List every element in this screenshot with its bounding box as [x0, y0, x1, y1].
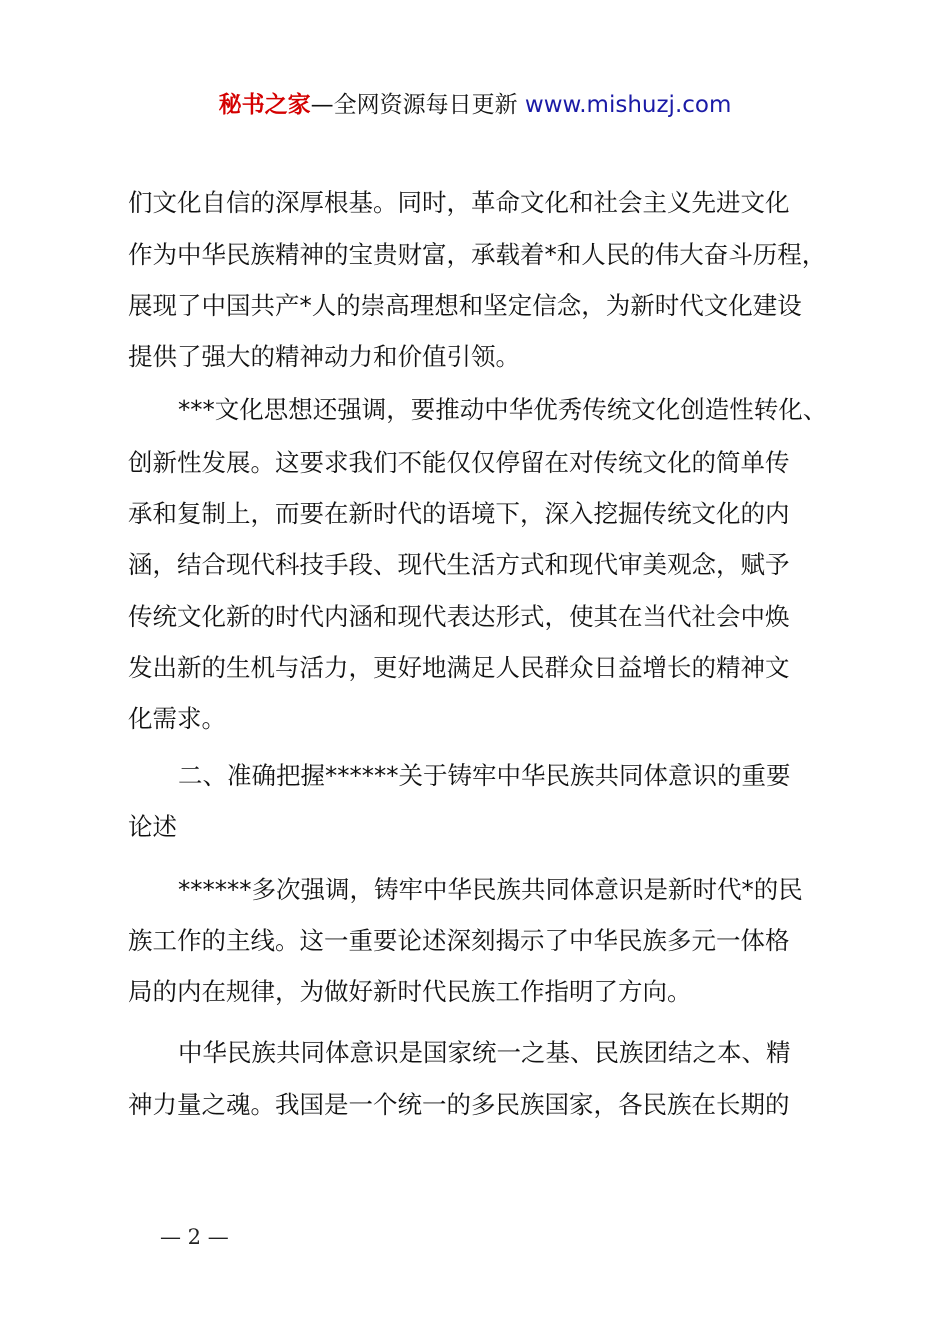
- body-line-1: 们文化自信的深厚根基。同时，革命文化和社会主义先进文化: [128, 188, 790, 217]
- body-line-7: 承和复制上，而要在新时代的语境下，深入挖掘传统文化的内: [128, 499, 790, 528]
- body-line-4: 提供了强大的精神动力和价值引领。: [128, 342, 520, 371]
- body-line-16: 神力量之魂。我国是一个统一的多民族国家，各民族在长期的: [128, 1090, 790, 1119]
- header-url-link[interactable]: www.mishuzj.com: [524, 92, 732, 118]
- body-line-5: ***文化思想还强调，要推动中华优秀传统文化创造性转化、: [178, 395, 828, 424]
- brand-name: 秘书之家: [218, 92, 311, 118]
- body-line-14: 局的内在规律，为做好新时代民族工作指明了方向。: [128, 977, 692, 1006]
- body-line-2: 作为中华民族精神的宝贵财富，承载着*和人民的伟大奋斗历程，: [128, 240, 827, 269]
- section-heading-line-2: 论述: [128, 812, 177, 841]
- body-line-6: 创新性发展。这要求我们不能仅仅停留在对传统文化的简单传: [128, 448, 790, 477]
- section-heading-line-1: 二、准确把握******关于铸牢中华民族共同体意识的重要: [178, 761, 791, 790]
- body-line-13: 族工作的主线。这一重要论述深刻揭示了中华民族多元一体格: [128, 926, 790, 955]
- body-line-8: 涵，结合现代科技手段、现代生活方式和现代审美观念，赋予: [128, 550, 790, 579]
- body-line-12: ******多次强调，铸牢中华民族共同体意识是新时代*的民: [178, 875, 803, 904]
- header-tagline: —全网资源每日更新: [310, 92, 525, 118]
- page-header: [0, 88, 950, 122]
- body-line-15: 中华民族共同体意识是国家统一之基、民族团结之本、精: [178, 1038, 791, 1067]
- body-line-9: 传统文化新的时代内涵和现代表达形式，使其在当代社会中焕: [128, 602, 790, 631]
- body-line-3: 展现了中国共产*人的崇高理想和坚定信念，为新时代文化建设: [128, 291, 802, 320]
- body-line-10: 发出新的生机与活力，更好地满足人民群众日益增长的精神文: [128, 653, 790, 682]
- page-number: — 2 —: [160, 1225, 229, 1249]
- body-line-11: 化需求。: [128, 704, 226, 733]
